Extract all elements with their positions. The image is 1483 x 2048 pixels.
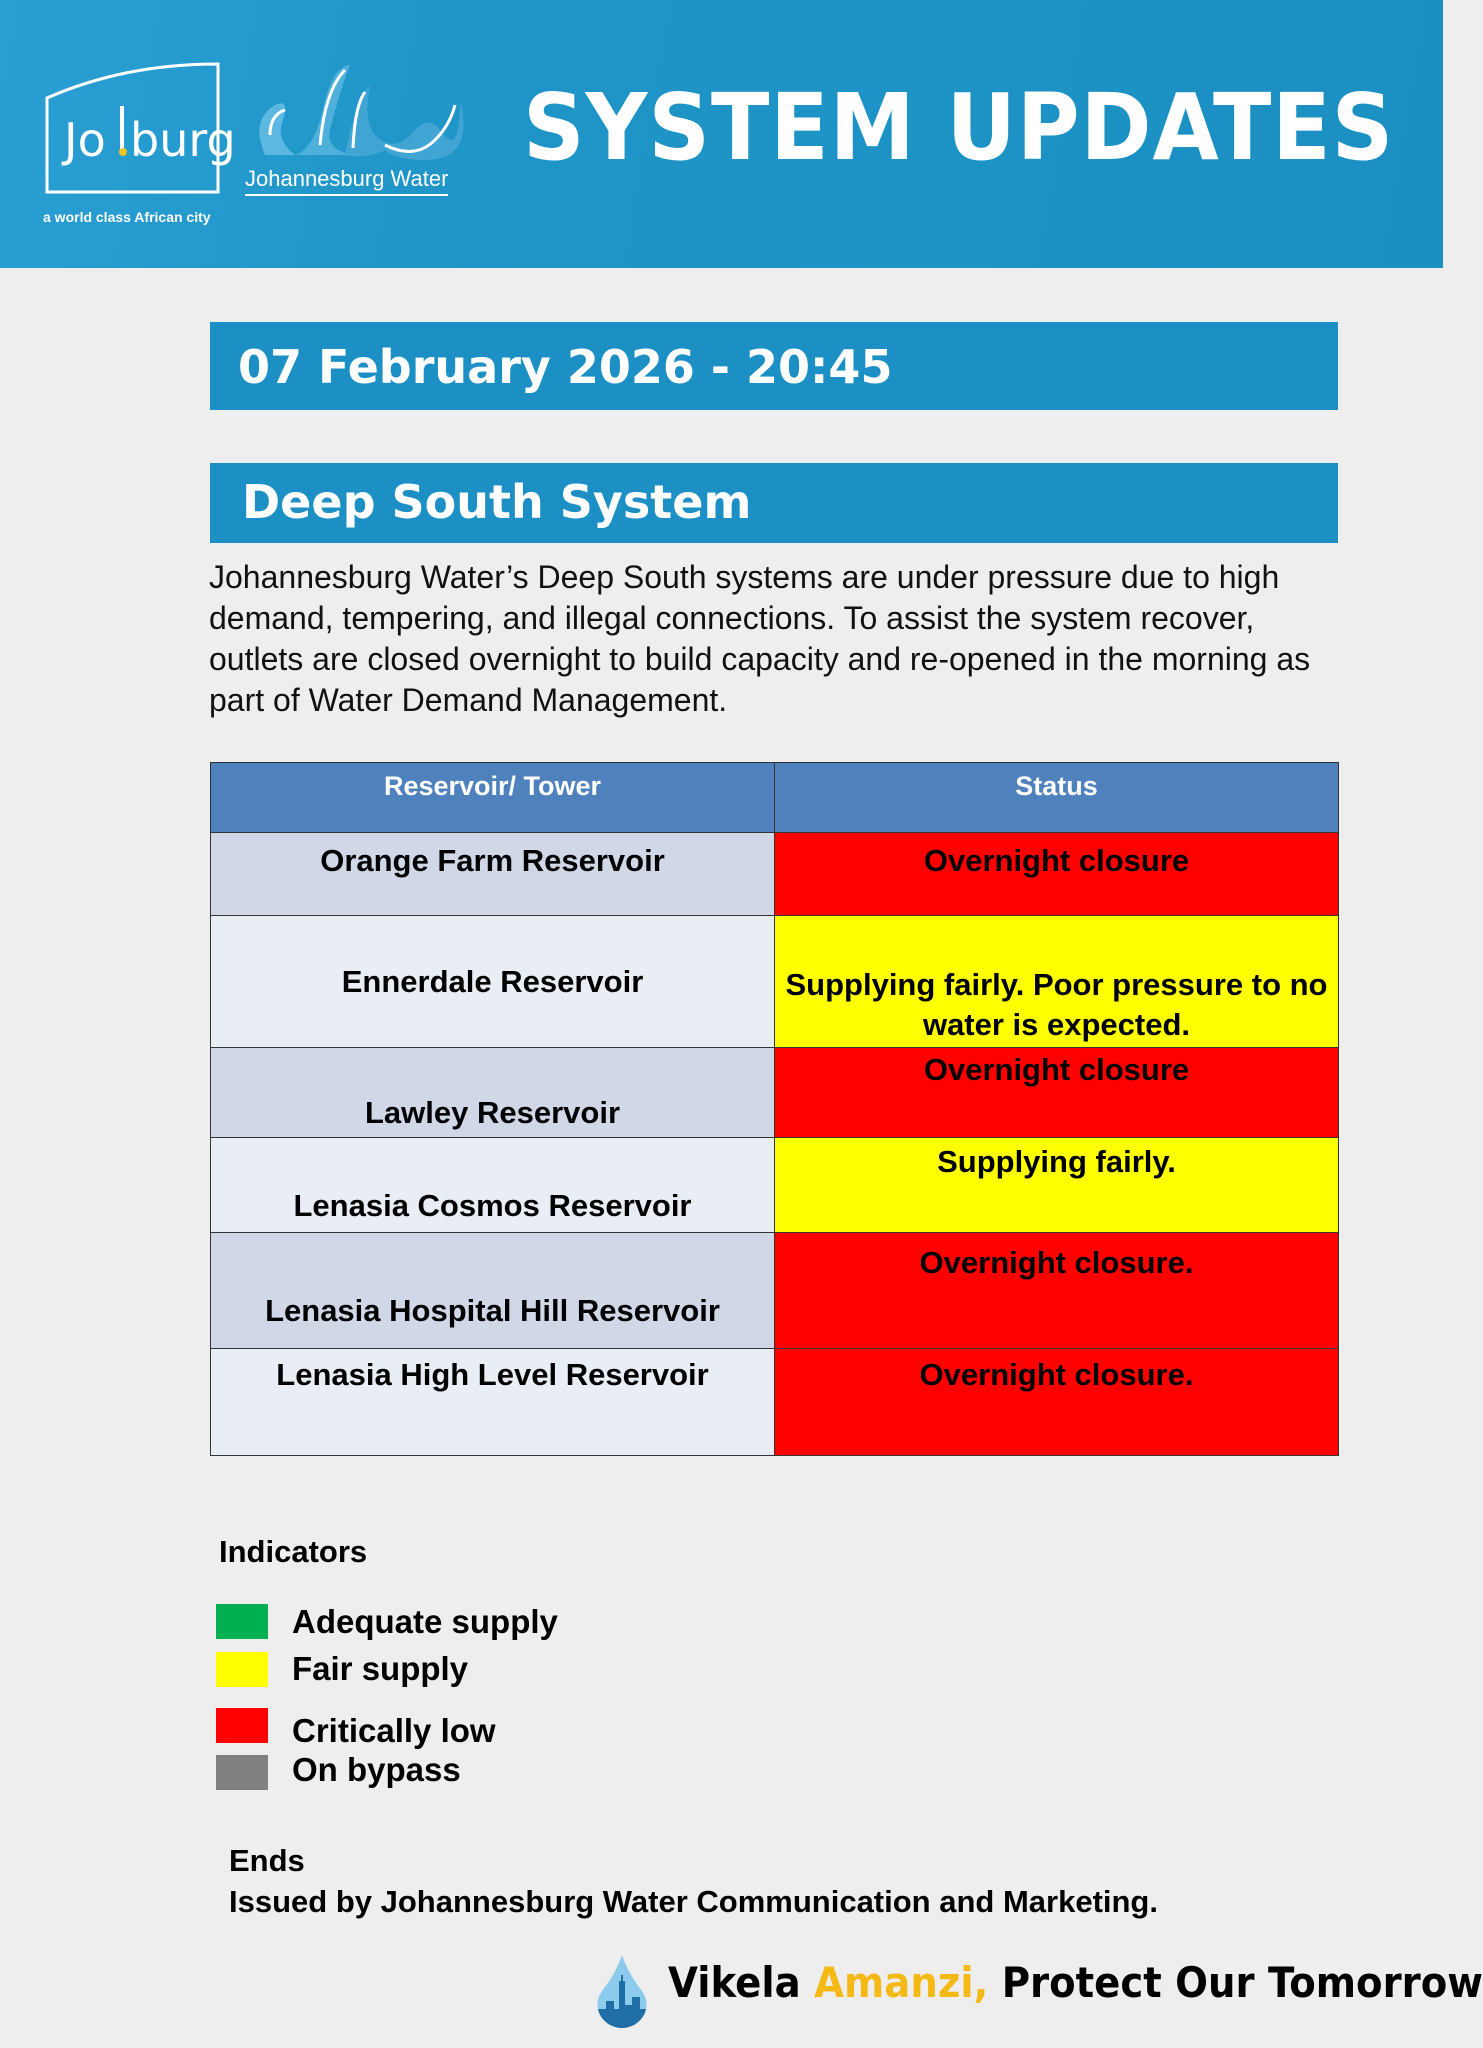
indicators-title: Indicators xyxy=(219,1534,368,1569)
date-time: 07 February 2026 - 20:45 xyxy=(238,340,893,394)
table-row xyxy=(211,1048,1339,1138)
table-row xyxy=(211,833,1339,916)
system-banner xyxy=(210,463,1338,543)
reservoir-name: Lawley Reservoir xyxy=(211,1048,775,1138)
johannesburg-water-name: Johannesburg Water xyxy=(245,166,448,196)
table-row xyxy=(211,916,1339,1048)
joburg-logo xyxy=(44,62,236,194)
slogan-part2: Protect Our Tomorrow xyxy=(988,1958,1483,2007)
slogan-accent: Amanzi, xyxy=(814,1958,989,2007)
indicator-label-adequate: Adequate supply xyxy=(292,1603,558,1640)
intro-paragraph: Johannesburg Water’s Deep South systems are under pressure due to high demand, tempering, and illegal connections. To assist the system recover, outlets are closed overnight to build capacity and re-opened in the morning as part of Water Demand Management. xyxy=(209,559,1311,718)
date-banner xyxy=(210,322,1338,410)
joburg-tagline: a world class African city xyxy=(43,209,211,225)
svg-text:burg: burg xyxy=(130,113,236,167)
system-name: Deep South System xyxy=(242,475,752,529)
reservoir-name: Lenasia Cosmos Reservoir xyxy=(211,1138,775,1233)
ends-label: Ends xyxy=(229,1843,305,1878)
reservoir-status: Overnight closure. xyxy=(775,1349,1339,1456)
indicator-swatch-adequate xyxy=(216,1604,268,1639)
column-header-status: Status xyxy=(775,763,1339,833)
reservoir-name: Orange Farm Reservoir xyxy=(211,833,775,916)
reservoir-status-table xyxy=(210,762,1339,1456)
reservoir-name: Ennerdale Reservoir xyxy=(211,916,775,1048)
header-banner xyxy=(0,0,1443,268)
indicator-swatch-bypass xyxy=(216,1755,268,1790)
johannesburg-water-wave-logo xyxy=(245,60,470,165)
slogan xyxy=(668,1958,1483,2007)
slogan-part1: Vikela xyxy=(668,1958,815,2007)
table-row xyxy=(211,1349,1339,1456)
page-title: SYSTEM UPDATES xyxy=(523,74,1395,181)
reservoir-status: Overnight closure. xyxy=(775,1233,1339,1349)
table-header-row xyxy=(211,763,1339,833)
issued-by: Issued by Johannesburg Water Communication and Marketing. xyxy=(229,1884,1158,1919)
indicator-swatch-critical xyxy=(216,1708,268,1743)
column-header-reservoir: Reservoir/ Tower xyxy=(211,763,775,833)
water-drop-skyline-icon xyxy=(594,1953,650,2029)
indicator-swatch-fair xyxy=(216,1652,268,1687)
reservoir-status: Overnight closure xyxy=(775,833,1339,916)
indicator-label-fair: Fair supply xyxy=(292,1650,469,1687)
reservoir-status: Overnight closure xyxy=(775,1048,1339,1138)
svg-text:Jo: Jo xyxy=(64,113,106,167)
indicator-label-critical: Critically low xyxy=(292,1712,496,1749)
reservoir-name: Lenasia Hospital Hill Reservoir xyxy=(211,1233,775,1349)
reservoir-status: Supplying fairly. xyxy=(775,1138,1339,1233)
reservoir-status: Supplying fairly. Poor pressure to no water is expected. xyxy=(775,916,1339,1048)
indicator-label-bypass: On bypass xyxy=(292,1751,461,1788)
table-row xyxy=(211,1138,1339,1233)
reservoir-name: Lenasia High Level Reservoir xyxy=(211,1349,775,1456)
table-row xyxy=(211,1233,1339,1349)
